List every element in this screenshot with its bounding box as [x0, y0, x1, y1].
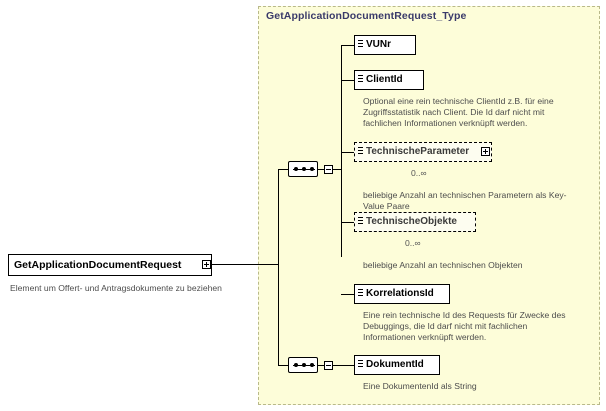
element-stack-icon: [358, 217, 363, 226]
connector-to-sequence-upper: [278, 169, 288, 170]
element-label-vunr: VUNr: [366, 39, 392, 50]
connector-trunk-vertical: [278, 169, 279, 365]
connector-branch-clientid: [341, 80, 354, 81]
element-stack-icon: [358, 360, 363, 369]
connector-root-trunk: [212, 264, 278, 265]
element-label-dokumentid: DokumentId: [366, 359, 424, 370]
root-element-annotation: Element um Offert- und Antragsdokumente zu beziehen: [10, 283, 222, 293]
plus-box-icon[interactable]: [481, 147, 490, 156]
connector-branch-technischeobjekte: [341, 222, 354, 223]
sequence-upper-expand-icon[interactable]: [324, 165, 333, 174]
connector-branch-korrelationsid: [341, 294, 354, 295]
element-label-korrelationsid: KorrelationsId: [366, 288, 434, 299]
cardinality-technischeobjekte: 0..∞: [405, 238, 421, 248]
sequence-icon-lower[interactable]: [288, 357, 318, 373]
root-element-label: GetApplicationDocumentRequest: [14, 259, 182, 271]
sequence-dot: [294, 363, 298, 367]
connector-branch-technischeparameter: [341, 152, 354, 153]
connector-branch-vunr: [341, 45, 354, 46]
element-annotation-clientid: Optional eine rein technische ClientId z.B. für eine Zugriffsstatistik nach Client. Die Id darf nicht mit fachlichen Informationen verknüpft werden.: [363, 96, 554, 128]
element-stack-icon: [358, 40, 363, 49]
element-label-technischeobjekte: TechnischeObjekte: [366, 216, 457, 227]
element-stack-icon: [358, 75, 363, 84]
element-label-technischeparameter: TechnischeParameter: [366, 146, 470, 157]
sequence-lower-expand-icon[interactable]: [324, 361, 333, 370]
element-stack-icon: [358, 147, 363, 156]
plus-box-icon[interactable]: [202, 260, 211, 269]
element-annotation-technischeobjekte: beliebige Anzahl an technischen Objekten: [363, 260, 523, 270]
connector-upper-bus-stub: [333, 169, 341, 170]
cardinality-technischeparameter: 0..∞: [411, 168, 427, 178]
connector-upper-bus: [341, 45, 342, 257]
connector-to-sequence-lower: [278, 365, 288, 366]
element-annotation-dokumentid: Eine DokumentenId als String: [363, 381, 477, 391]
sequence-dot: [302, 167, 306, 171]
element-stack-icon: [358, 289, 363, 298]
connector-branch-dokumentid: [333, 365, 354, 366]
element-annotation-technischeparameter: beliebige Anzahl an technischen Parametern als Key-Value Paare: [363, 190, 567, 211]
sequence-dot: [294, 167, 298, 171]
sequence-icon-upper[interactable]: [288, 161, 318, 177]
sequence-dot: [302, 363, 306, 367]
complex-type-title: GetApplicationDocumentRequest_Type: [266, 10, 467, 22]
sequence-dot: [310, 167, 314, 171]
sequence-dot: [310, 363, 314, 367]
element-label-clientid: ClientId: [366, 74, 403, 85]
element-annotation-korrelationsid: Eine rein technische Id des Requests für Zwecke des Debuggings, die Id darf nicht mit fachlichen Informationen verknüpft werden.: [363, 310, 566, 342]
